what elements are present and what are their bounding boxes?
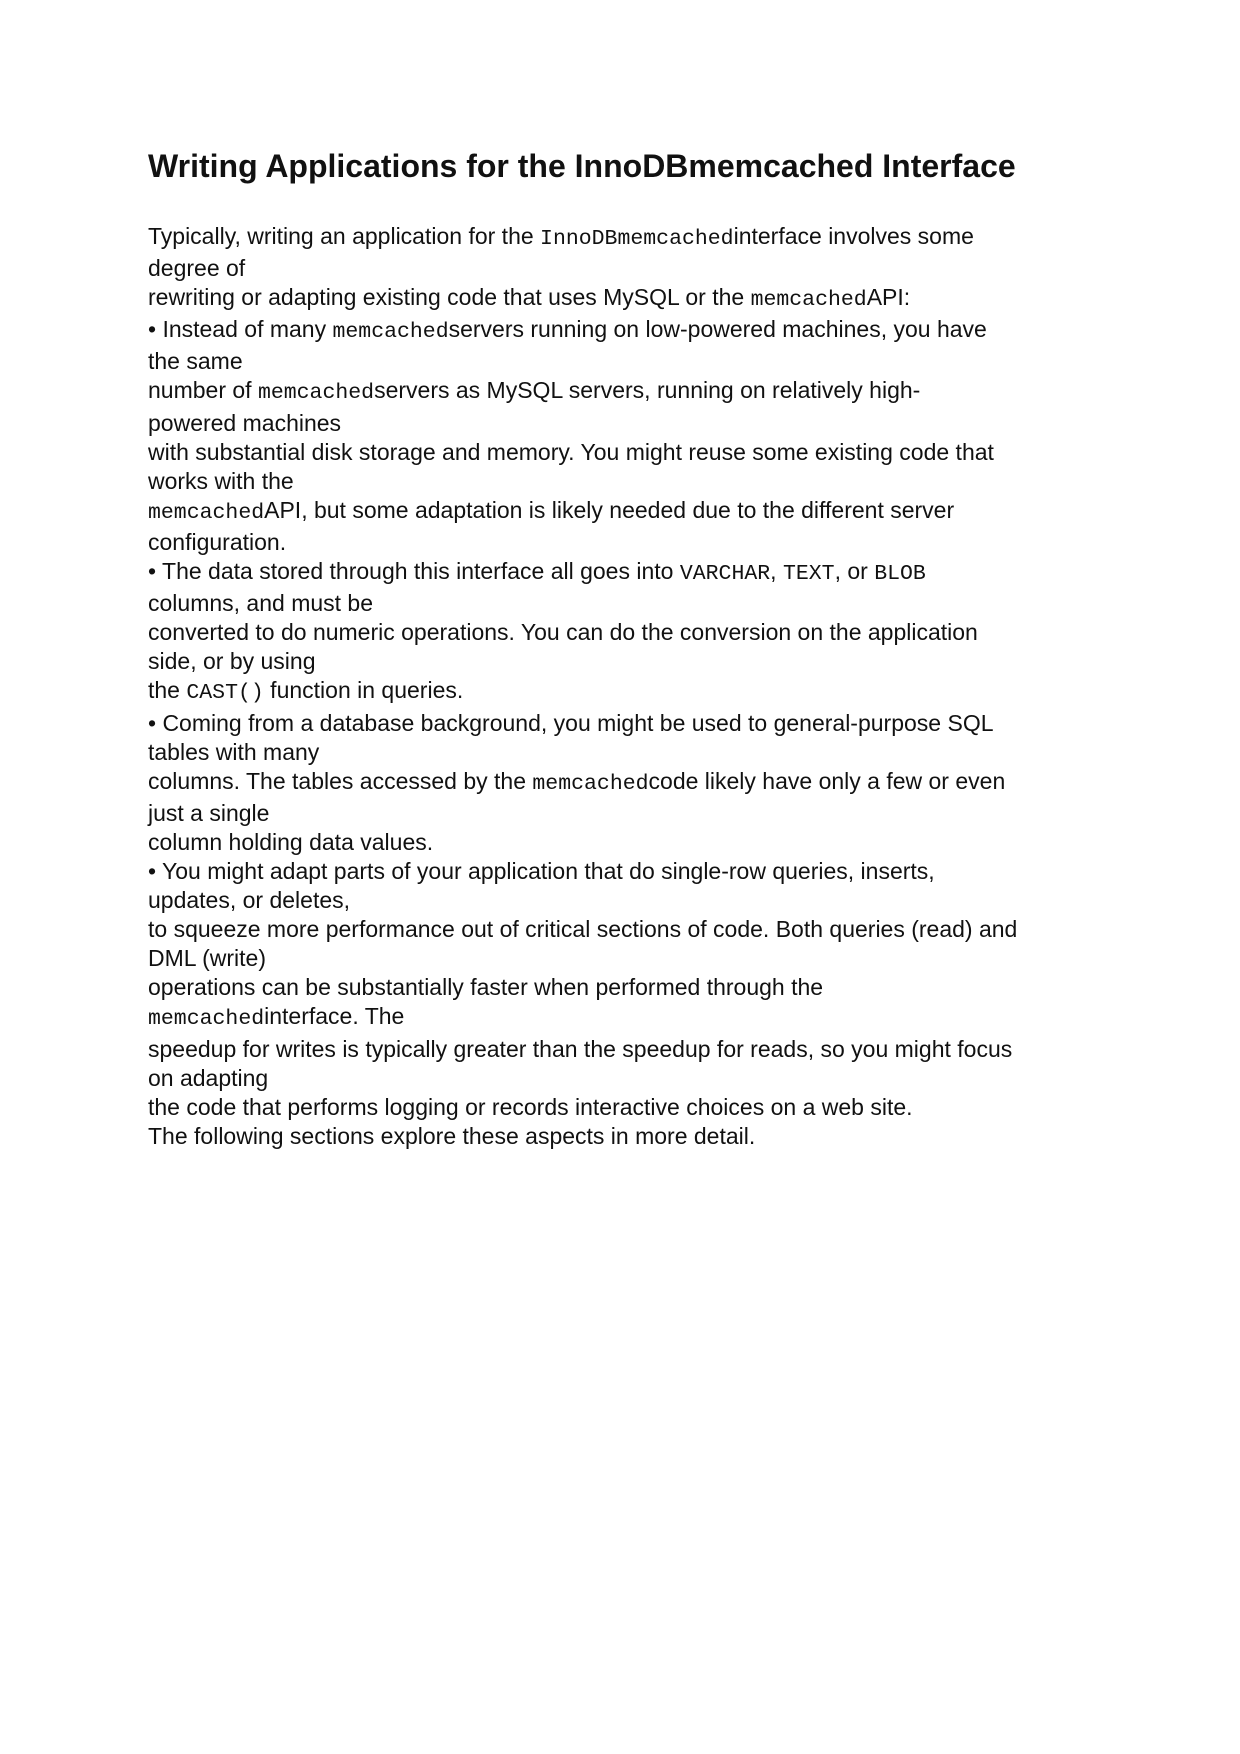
text-run: interface. The bbox=[264, 1003, 405, 1030]
text-line bbox=[148, 315, 1108, 347]
text-line bbox=[148, 496, 1108, 528]
text-run: function in queries. bbox=[263, 677, 464, 704]
text-run: operations can be substantially faster when performed through the bbox=[148, 974, 824, 1001]
text-line bbox=[148, 283, 1108, 315]
text-run: servers running on low-powered machines, you have bbox=[448, 316, 987, 343]
text-run: columns. The tables accessed by the bbox=[148, 767, 533, 794]
text-line bbox=[148, 828, 1108, 857]
text-line bbox=[148, 254, 1108, 283]
text-line bbox=[148, 915, 1108, 944]
text-line bbox=[148, 676, 1108, 708]
text-run: code likely have only a few or even bbox=[648, 767, 1006, 794]
text-run: • Instead of many bbox=[148, 316, 333, 343]
text-line bbox=[148, 222, 1108, 254]
text-line bbox=[148, 1035, 1108, 1064]
inline-code: memcached bbox=[332, 320, 449, 345]
text-run: converted to do numeric operations. You can do the conversion on the application bbox=[148, 619, 978, 646]
inline-code: memcached bbox=[148, 1007, 265, 1032]
text-run: speedup for writes is typically greater than the speedup for reads, so you might focus bbox=[148, 1035, 1013, 1062]
text-line bbox=[148, 467, 1108, 496]
inline-code: VARCHAR bbox=[679, 562, 771, 587]
text-run: the bbox=[148, 677, 187, 704]
text-run: the same bbox=[148, 348, 243, 375]
text-run: interface involves some bbox=[733, 223, 974, 249]
text-run: tables with many bbox=[148, 738, 320, 765]
text-line bbox=[148, 376, 1108, 408]
text-run: configuration. bbox=[148, 528, 287, 555]
page-title: Writing Applications for the InnoDBmemcached Interface bbox=[148, 148, 1016, 184]
text-run: servers as MySQL servers, running on relatively high- bbox=[374, 377, 921, 404]
text-run: column holding data values. bbox=[148, 828, 434, 855]
text-line bbox=[148, 857, 1108, 886]
text-line bbox=[148, 1064, 1108, 1093]
text-run: updates, or deletes, bbox=[148, 887, 351, 914]
document-body bbox=[148, 222, 1108, 1151]
inline-code: memcached bbox=[148, 500, 265, 525]
text-line bbox=[148, 557, 1108, 589]
text-line bbox=[148, 647, 1108, 676]
text-run: to squeeze more performance out of critical sections of code. Both queries (read) and bbox=[148, 916, 1018, 943]
text-run: powered machines bbox=[148, 409, 342, 436]
inline-code: memcached bbox=[750, 288, 867, 313]
text-line bbox=[148, 738, 1108, 767]
inline-code: CAST() bbox=[186, 681, 264, 706]
text-line bbox=[148, 1122, 1108, 1151]
text-run: , or bbox=[834, 558, 875, 585]
text-run: API: bbox=[866, 284, 911, 311]
inline-code: TEXT bbox=[782, 562, 835, 587]
text-line bbox=[148, 886, 1108, 915]
text-line bbox=[148, 618, 1108, 647]
text-run: just a single bbox=[148, 799, 270, 826]
text-run: , bbox=[770, 558, 783, 585]
text-run: • Coming from a database background, you might be used to general-purpose SQL bbox=[148, 709, 994, 736]
text-line bbox=[148, 347, 1108, 376]
text-run: with substantial disk storage and memory. You might reuse some existing code that bbox=[148, 438, 994, 465]
text-run: the code that performs logging or records interactive choices on a web site. bbox=[148, 1093, 913, 1120]
text-line bbox=[148, 1002, 1108, 1034]
text-line bbox=[148, 799, 1108, 828]
inline-code: BLOB bbox=[874, 562, 926, 587]
text-line bbox=[148, 1093, 1108, 1122]
inline-code: InnoDBmemcached bbox=[540, 227, 734, 251]
text-run: API, but some adaptation is likely needed due to the different server bbox=[264, 496, 955, 523]
text-line bbox=[148, 767, 1108, 799]
text-run: side, or by using bbox=[148, 648, 316, 675]
text-line bbox=[148, 589, 1108, 618]
text-run: works with the bbox=[148, 467, 294, 494]
text-run: DML (write) bbox=[148, 945, 266, 972]
text-line bbox=[148, 528, 1108, 557]
text-run: number of bbox=[148, 377, 258, 404]
inline-code: memcached bbox=[532, 771, 649, 796]
text-run: • The data stored through this interface all goes into bbox=[148, 558, 680, 585]
text-run: Typically, writing an application for the bbox=[148, 223, 541, 249]
text-line bbox=[148, 438, 1108, 467]
text-line bbox=[148, 409, 1108, 438]
text-line bbox=[148, 973, 1108, 1002]
document-page bbox=[148, 140, 1108, 1151]
inline-code: memcached bbox=[257, 381, 375, 406]
text-line bbox=[148, 709, 1108, 738]
text-run: The following sections explore these aspects in more detail. bbox=[148, 1122, 756, 1149]
text-line bbox=[148, 944, 1108, 973]
text-run: on adapting bbox=[148, 1064, 269, 1091]
text-run: columns, and must be bbox=[148, 590, 374, 617]
text-run: rewriting or adapting existing code that uses MySQL or the bbox=[148, 284, 751, 311]
text-run: degree of bbox=[148, 255, 246, 282]
text-run: • You might adapt parts of your application that do single-row queries, inserts, bbox=[148, 857, 935, 884]
